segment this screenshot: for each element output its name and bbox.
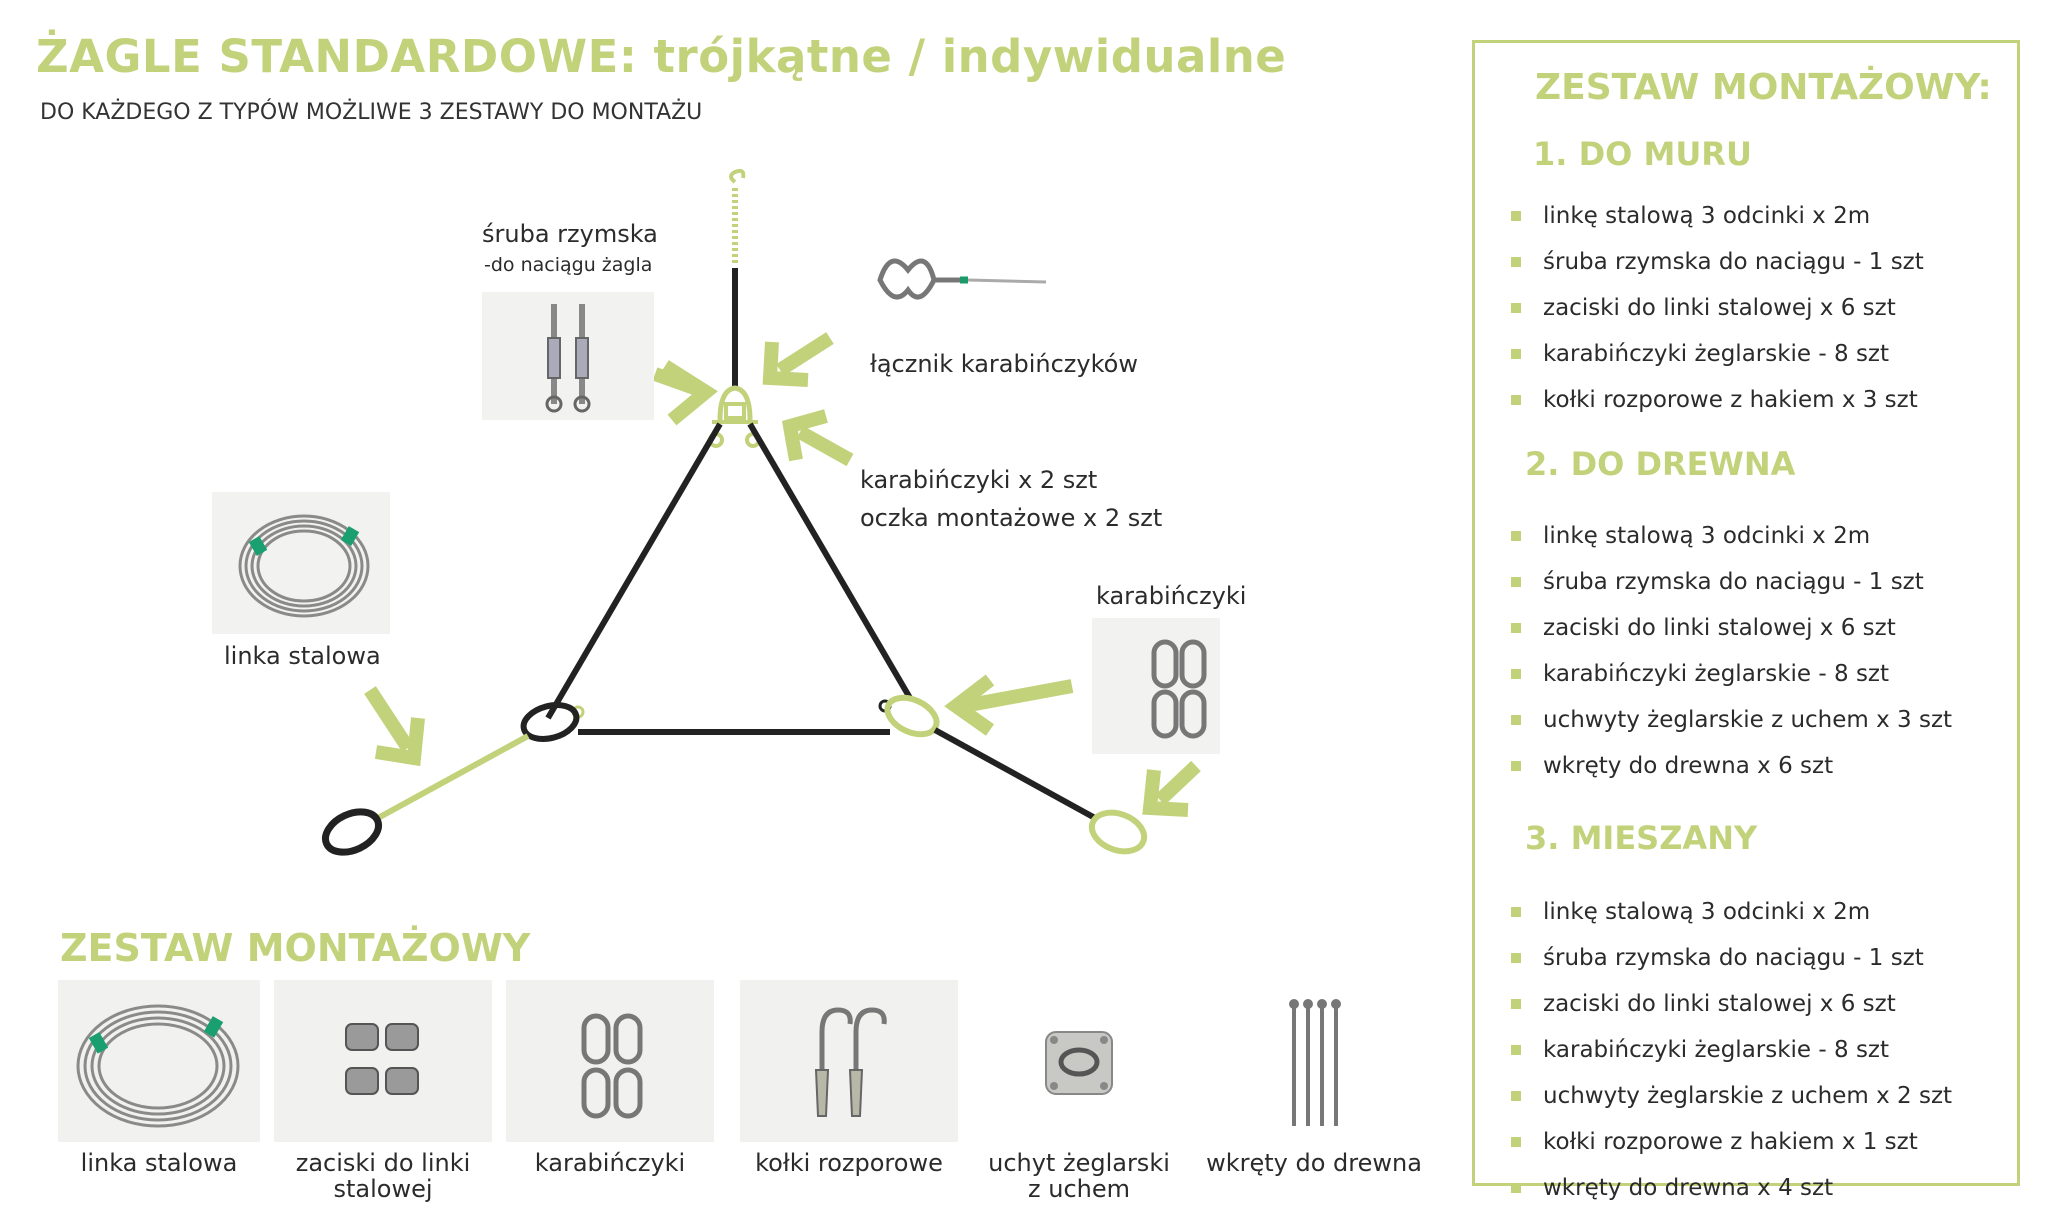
bottom-label-carabiners: karabińczyki [534, 1149, 686, 1177]
section-title-wood: 2. DO DREWNA [1525, 445, 1796, 483]
anchors-photo [740, 980, 958, 1142]
carabiner-connector-icon [860, 240, 1050, 320]
carabiners-icon [1092, 618, 1220, 754]
bottom-label-screws: wkręty do drewna [1206, 1149, 1422, 1177]
bullet-icon [1511, 577, 1521, 587]
mounting-kit-panel [1472, 40, 2020, 1201]
arrow-carabiner-icon [956, 680, 1072, 730]
bottom-label-eye-plate-1: uchyt żeglarski [988, 1149, 1170, 1177]
top-hook-icon [731, 171, 743, 388]
section-list-mixed [1511, 889, 1952, 1211]
bottom-label-clamps-1: zaciski do linki [295, 1149, 471, 1177]
arrow-wire-icon [370, 690, 418, 758]
top-corner-label-1: karabińczyki x 2 szt [860, 466, 1098, 494]
triangle-sail [548, 424, 910, 732]
bullet-icon [1511, 999, 1521, 1009]
list-item: karabińczyki żeglarskie - 8 szt [1511, 331, 1924, 377]
section-list-wood [1511, 513, 1952, 789]
list-item: linkę stalową 3 odcinki x 2m [1511, 193, 1924, 239]
wire-photo-bottom [58, 980, 260, 1142]
bullet-icon [1511, 211, 1521, 221]
turnbuckle-sublabel: -do naciągu żagla [484, 254, 653, 276]
bottom-set-heading: ZESTAW MONTAŻOWY [60, 926, 531, 970]
bullet-icon [1511, 1045, 1521, 1055]
top-corner-label-2: oczka montażowe x 2 szt [860, 504, 1163, 532]
list-item: uchwyty żeglarskie z uchem x 2 szt [1511, 1073, 1952, 1119]
arrow-turnbuckle-icon [655, 366, 706, 420]
list-item: zaciski do linki stalowej x 6 szt [1511, 981, 1952, 1027]
steel-wire-coil-icon [212, 492, 390, 634]
bullet-icon [1511, 257, 1521, 267]
bullet-icon [1511, 715, 1521, 725]
section-title-mixed: 3. MIESZANY [1525, 819, 1758, 857]
bottom-item-anchors [740, 980, 958, 1176]
bullet-icon [1511, 1137, 1521, 1147]
bottom-item-carabiners [506, 980, 714, 1176]
list-item: linkę stalową 3 odcinki x 2m [1511, 513, 1952, 559]
bullet-icon [1511, 531, 1521, 541]
bottom-label-wire: linka stalowa [80, 1149, 238, 1177]
bullet-icon [1511, 953, 1521, 963]
list-item: wkręty do drewna x 4 szt [1511, 1165, 1952, 1211]
connector-photo [860, 240, 1050, 320]
steel-wire-coil-icon [58, 980, 260, 1142]
bullet-icon [1511, 395, 1521, 405]
list-item: uchwyty żeglarskie z uchem x 3 szt [1511, 697, 1952, 743]
turnbuckle-icon [482, 292, 654, 420]
bottom-item-wire [58, 980, 260, 1176]
wire-photo [212, 492, 390, 634]
screws-photo [1204, 980, 1424, 1142]
turnbuckle-label: śruba rzymska [482, 220, 658, 248]
arrow-connector-icon [770, 338, 830, 380]
page-subtitle: DO KAŻDEGO Z TYPÓW MOŻLIWE 3 ZESTAWY DO MONTAŻU [40, 100, 703, 125]
arrow-right-ring-icon [1150, 766, 1196, 810]
bottom-item-eye-plate [984, 980, 1174, 1202]
carabiner-photo [1092, 618, 1220, 754]
page-title: ŻAGLE STANDARDOWE: trójkątne / indywidualne [36, 30, 1287, 83]
wood-screws-icon [1204, 980, 1424, 1142]
clamps-photo [274, 980, 492, 1142]
list-item: karabińczyki żeglarskie - 8 szt [1511, 651, 1952, 697]
list-item: karabińczyki żeglarskie - 8 szt [1511, 1027, 1952, 1073]
bullet-icon [1511, 669, 1521, 679]
connector-label: łącznik karabińczyków [870, 350, 1138, 378]
bullet-icon [1511, 907, 1521, 917]
bottom-label-clamps-2: stalowej [333, 1175, 433, 1203]
list-item: linkę stalową 3 odcinki x 2m [1511, 889, 1952, 935]
bullet-icon [1511, 761, 1521, 771]
bullet-icon [1511, 1091, 1521, 1101]
bullet-icon [1511, 303, 1521, 313]
bottom-item-screws [1204, 980, 1424, 1176]
list-item: śruba rzymska do naciągu - 1 szt [1511, 239, 1924, 285]
left-corner-ring-icon [319, 700, 580, 861]
list-item: śruba rzymska do naciągu - 1 szt [1511, 935, 1952, 981]
bottom-label-anchors: kołki rozporowe [755, 1149, 943, 1177]
eye-plate-icon [984, 980, 1174, 1142]
bottom-label-eye-plate-2: z uchem [1028, 1175, 1130, 1203]
carabiner-label: karabińczyki [1096, 582, 1247, 610]
list-item: zaciski do linki stalowej x 6 szt [1511, 605, 1952, 651]
bullet-icon [1511, 1183, 1521, 1193]
carabiners-icon [506, 980, 714, 1142]
list-item: zaciski do linki stalowej x 6 szt [1511, 285, 1924, 331]
wire-label: linka stalowa [224, 642, 381, 670]
wire-clamps-icon [274, 980, 492, 1142]
section-title-wall: 1. DO MURU [1533, 135, 1752, 173]
bullet-icon [1511, 623, 1521, 633]
turnbuckle-photo [482, 292, 654, 420]
panel-heading: ZESTAW MONTAŻOWY: [1535, 67, 1992, 108]
carabiners-photo [506, 980, 714, 1142]
bottom-item-clamps [274, 980, 492, 1202]
section-list-wall [1511, 193, 1924, 423]
arrow-top-corner-icon [790, 416, 850, 460]
hook-anchors-icon [740, 980, 958, 1142]
eye-plate-photo [984, 980, 1174, 1142]
bullet-icon [1511, 349, 1521, 359]
top-connector-icon [710, 388, 759, 446]
list-item: kołki rozporowe z hakiem x 1 szt [1511, 1119, 1952, 1165]
list-item: śruba rzymska do naciągu - 1 szt [1511, 559, 1952, 605]
list-item: wkręty do drewna x 6 szt [1511, 743, 1952, 789]
list-item: kołki rozporowe z hakiem x 3 szt [1511, 377, 1924, 423]
